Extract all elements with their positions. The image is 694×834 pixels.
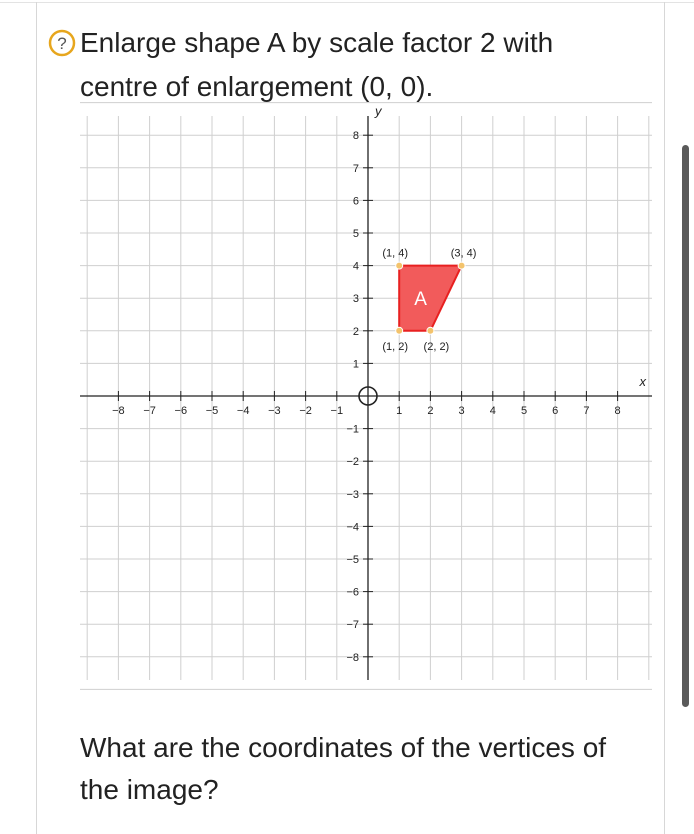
tick-labels — [112, 130, 621, 664]
question-text-line-2: centre of enlargement (0, 0). — [80, 71, 434, 102]
y-tick-label: 6 — [352, 195, 359, 208]
left-divider — [36, 2, 37, 834]
x-tick-label: 3 — [458, 405, 465, 417]
y-tick-label: 7 — [352, 162, 359, 175]
y-tick-label: 1 — [352, 358, 359, 371]
y-tick-label: 2 — [352, 325, 359, 338]
shape-vertex-point — [458, 262, 465, 269]
x-tick-label: −7 — [143, 405, 156, 417]
x-tick-label: 5 — [520, 405, 528, 417]
vertex-coordinate-label: (1, 4) — [382, 247, 409, 260]
x-tick-label: −2 — [299, 405, 312, 417]
right-divider — [664, 2, 665, 834]
x-tick-label: 2 — [427, 405, 434, 417]
y-tick-label: −7 — [346, 619, 359, 632]
shape-a-layer — [382, 248, 476, 353]
prompt-text-line-1: What are the coordinates of the vertices of — [80, 732, 607, 763]
y-tick-label: −6 — [346, 586, 359, 599]
shape-vertex-point — [396, 327, 403, 334]
scrollbar-thumb[interactable] — [682, 145, 689, 707]
y-tick-label: −5 — [346, 554, 359, 566]
shape-vertex-point — [396, 262, 403, 269]
y-tick-label: −8 — [346, 651, 359, 664]
y-tick-label: 4 — [352, 260, 359, 273]
x-tick-label: −5 — [205, 405, 219, 417]
y-tick-label: 5 — [352, 228, 359, 240]
help-circle-icon[interactable] — [48, 29, 76, 57]
shape-vertex-point — [427, 327, 434, 334]
x-tick-label: 4 — [489, 405, 496, 417]
vertex-coordinate-label: (1, 2) — [382, 340, 409, 353]
top-divider — [0, 2, 694, 3]
x-tick-label: −1 — [330, 405, 344, 417]
x-axis-label: x — [639, 374, 646, 389]
y-axis-label: y — [375, 103, 382, 119]
vertex-coordinate-label: (3, 4) — [450, 247, 477, 260]
x-tick-label: −3 — [268, 405, 281, 417]
shape-a-label: A — [414, 289, 427, 311]
x-tick-label: 6 — [552, 405, 559, 417]
x-tick-label: 7 — [583, 405, 590, 417]
y-tick-label: −4 — [346, 521, 359, 534]
x-tick-label: −4 — [236, 405, 250, 417]
prompt-text-line-2: the image? — [80, 774, 219, 805]
coordinate-grid[interactable] — [60, 103, 660, 684]
x-tick-label: −8 — [112, 405, 125, 417]
y-tick-label: −1 — [346, 423, 359, 436]
x-tick-label: 8 — [614, 405, 621, 417]
axes — [80, 104, 652, 680]
vertex-coordinate-label: (2, 2) — [423, 340, 450, 353]
x-tick-label: −6 — [174, 405, 188, 417]
y-tick-label: −2 — [346, 456, 359, 469]
svg-text:?: ? — [57, 34, 67, 53]
y-tick-label: 8 — [352, 130, 359, 143]
y-tick-label: −3 — [346, 488, 359, 501]
y-tick-label: 3 — [352, 293, 359, 306]
question-text-line-1: Enlarge shape A by scale factor 2 with — [80, 27, 554, 58]
x-tick-label: 1 — [396, 405, 403, 417]
